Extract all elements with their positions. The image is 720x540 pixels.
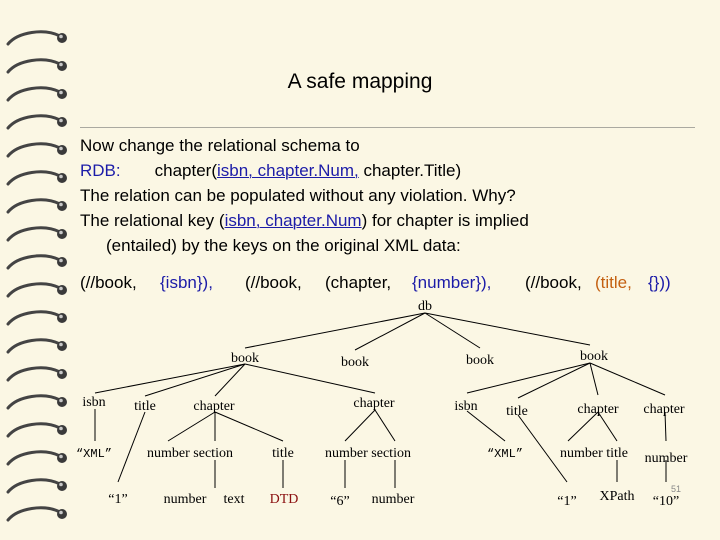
key2-target: (chapter, [325, 273, 392, 292]
rdb-suffix: chapter.Title) [358, 161, 462, 180]
line4-suffix: ) for chapter is implied [361, 211, 529, 230]
rdb-prefix: chapter( [154, 161, 217, 180]
node-number-1: number [644, 451, 688, 466]
node-value-six: “6” [330, 494, 350, 509]
edge-isbn2-xml [467, 411, 505, 441]
key2-context: (//book, [245, 273, 302, 292]
key1-context: (//book, [80, 273, 137, 292]
node-xpath: XPath [599, 489, 635, 504]
edge-db-book1 [245, 313, 425, 348]
node-chapter-2: chapter [353, 396, 395, 411]
node-value-one-2: “1” [557, 494, 577, 509]
node-xml-value-2: “XML” [486, 447, 524, 461]
page-number: 51 [670, 484, 682, 494]
rdb-label: RDB: [80, 161, 121, 180]
node-number-3: number [371, 492, 415, 507]
edge-book4-chapter2 [590, 363, 665, 395]
node-chapter-3: chapter [577, 402, 619, 417]
line4-key: isbn, chapter.Num [224, 211, 362, 230]
node-book-4: book [580, 349, 608, 364]
body-line-5: (entailed) by the keys on the original XML data: [106, 236, 461, 255]
node-book-2: book [341, 355, 369, 370]
node-number-title: number title [559, 446, 629, 461]
tree-nodes [76, 299, 688, 509]
edge-title-one [118, 412, 145, 482]
node-book-1: book [231, 351, 259, 366]
body-line-3: The relation can be populated without any violation. Why? [80, 186, 516, 205]
edge-book4-chapter1 [590, 363, 598, 395]
key3-fields: {})) [648, 273, 671, 292]
edge-chapter2-number [345, 410, 375, 441]
edge-chapter1-number [168, 412, 215, 441]
edge-db-book2 [355, 313, 425, 350]
line4-prefix: The relational key ( [80, 211, 225, 230]
edge-chapter1-title [215, 412, 283, 441]
node-xml-value-1: “XML” [75, 447, 113, 461]
node-title-2: title [506, 404, 528, 419]
edge-book4-title [518, 363, 590, 398]
key3-context: (//book, [525, 273, 582, 292]
node-value-one-1: “1” [108, 492, 128, 507]
node-chapter-4: chapter [643, 402, 685, 417]
node-db: db [418, 299, 432, 314]
node-chapter-1: chapter [193, 399, 235, 414]
key1-fields: {isbn}), [160, 273, 213, 292]
node-number-section-2: number section [325, 446, 411, 461]
body-line-1: Now change the relational schema to [80, 136, 360, 155]
node-value-ten: “10” [652, 494, 680, 509]
edge-chapter2-section [375, 410, 395, 441]
node-title-3: title [272, 446, 294, 461]
node-text: text [223, 492, 245, 507]
key2-fields: {number}), [412, 273, 492, 292]
node-dtd: DTD [269, 492, 299, 507]
node-number-2: number [163, 492, 207, 507]
key3-target: (title, [595, 273, 632, 292]
node-isbn-1: isbn [82, 395, 106, 410]
node-title-1: title [134, 399, 156, 414]
node-book-3: book [466, 353, 494, 368]
node-isbn-2: isbn [454, 399, 478, 414]
node-number-section-1: number section [147, 446, 233, 461]
slide-title: A safe mapping [287, 70, 433, 93]
rdb-key: isbn, chapter.Num, [217, 161, 359, 180]
